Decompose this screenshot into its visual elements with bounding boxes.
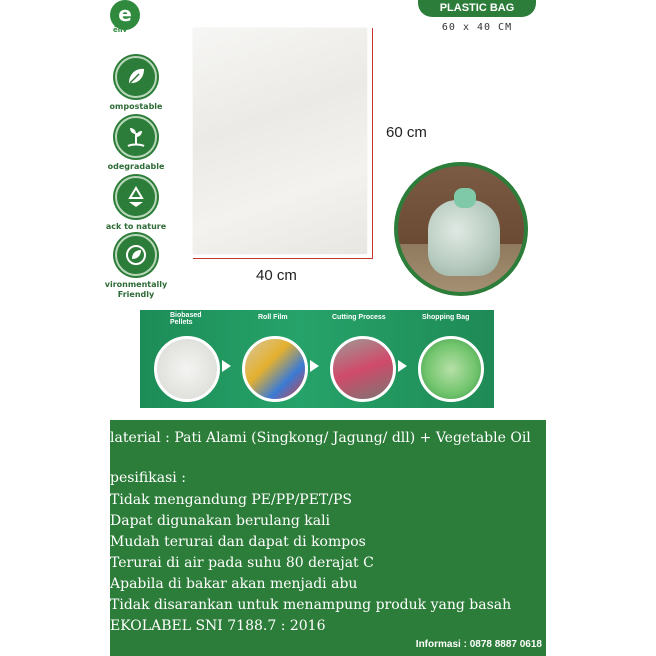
logo-wordmark: ēliv: [113, 26, 128, 34]
width-dimension-line: [193, 258, 373, 259]
step-label: Roll Film: [258, 314, 288, 321]
roll-film-image: [242, 336, 308, 402]
shopping-bag-image: [418, 336, 484, 402]
width-label: 40 cm: [256, 267, 297, 284]
badge-label: ompostable: [109, 102, 163, 111]
bag-shape: [428, 200, 500, 276]
material-text: laterial : Pati Alami (Singkong/ Jagung/ dll) + Vegetable Oil: [110, 430, 531, 446]
spec-item: Terurai di air pada suhu 80 derajat C: [110, 555, 374, 571]
step-label: Shopping Bag: [422, 314, 470, 321]
spec-item: Apabila di bakar akan menjadi abu: [110, 576, 358, 592]
step-label: Biobased Pellets: [170, 312, 202, 326]
badge-label: vironmentally Friendly: [104, 280, 168, 299]
pellets-image: [154, 336, 220, 402]
arrow-icon: [398, 360, 407, 372]
leaf-recycle-icon: [115, 56, 157, 98]
product-size: 60 x 40 CM: [441, 22, 513, 33]
badge-biodegradable: [100, 116, 172, 172]
spec-heading: pesifikasi :: [110, 470, 186, 486]
product-title: PLASTIC BAG: [418, 0, 536, 17]
badge-environmentally-friendly: [100, 234, 172, 300]
sprout-hand-icon: [115, 116, 157, 158]
height-label: 60 cm: [386, 124, 427, 141]
cutting-process-image: [330, 336, 396, 402]
spec-item: EKOLABEL SNI 7188.7 : 2016: [110, 618, 326, 634]
height-dimension-line: [372, 28, 373, 258]
brand-logo: [110, 0, 146, 34]
trash-bag-photo: [394, 162, 528, 296]
arrow-icon: [222, 360, 231, 372]
logo-mark: e: [110, 0, 140, 30]
spec-item: Mudah terurai dan dapat di kompos: [110, 534, 366, 550]
recycle-icon: [115, 176, 157, 218]
info-panel: [110, 420, 546, 656]
step-label: Cutting Process: [332, 314, 386, 321]
spec-item: Tidak mengandung PE/PP/PET/PS: [110, 492, 352, 508]
arrow-icon: [310, 360, 319, 372]
badge-compostable: [100, 56, 172, 112]
plastic-bag-image: [193, 28, 367, 254]
spec-item: Tidak disarankan untuk menampung produk yang basah: [110, 597, 512, 613]
process-strip: [140, 310, 494, 408]
contact-info: Informasi : 0878 8887 0618: [415, 639, 542, 650]
badge-back-to-nature: [100, 176, 172, 232]
badge-label: odegradable: [107, 162, 165, 171]
badge-label: ack to nature: [105, 222, 167, 231]
bag-knot: [454, 188, 476, 208]
spec-item: Dapat digunakan berulang kali: [110, 513, 331, 529]
eco-leaf-icon: [115, 234, 157, 276]
